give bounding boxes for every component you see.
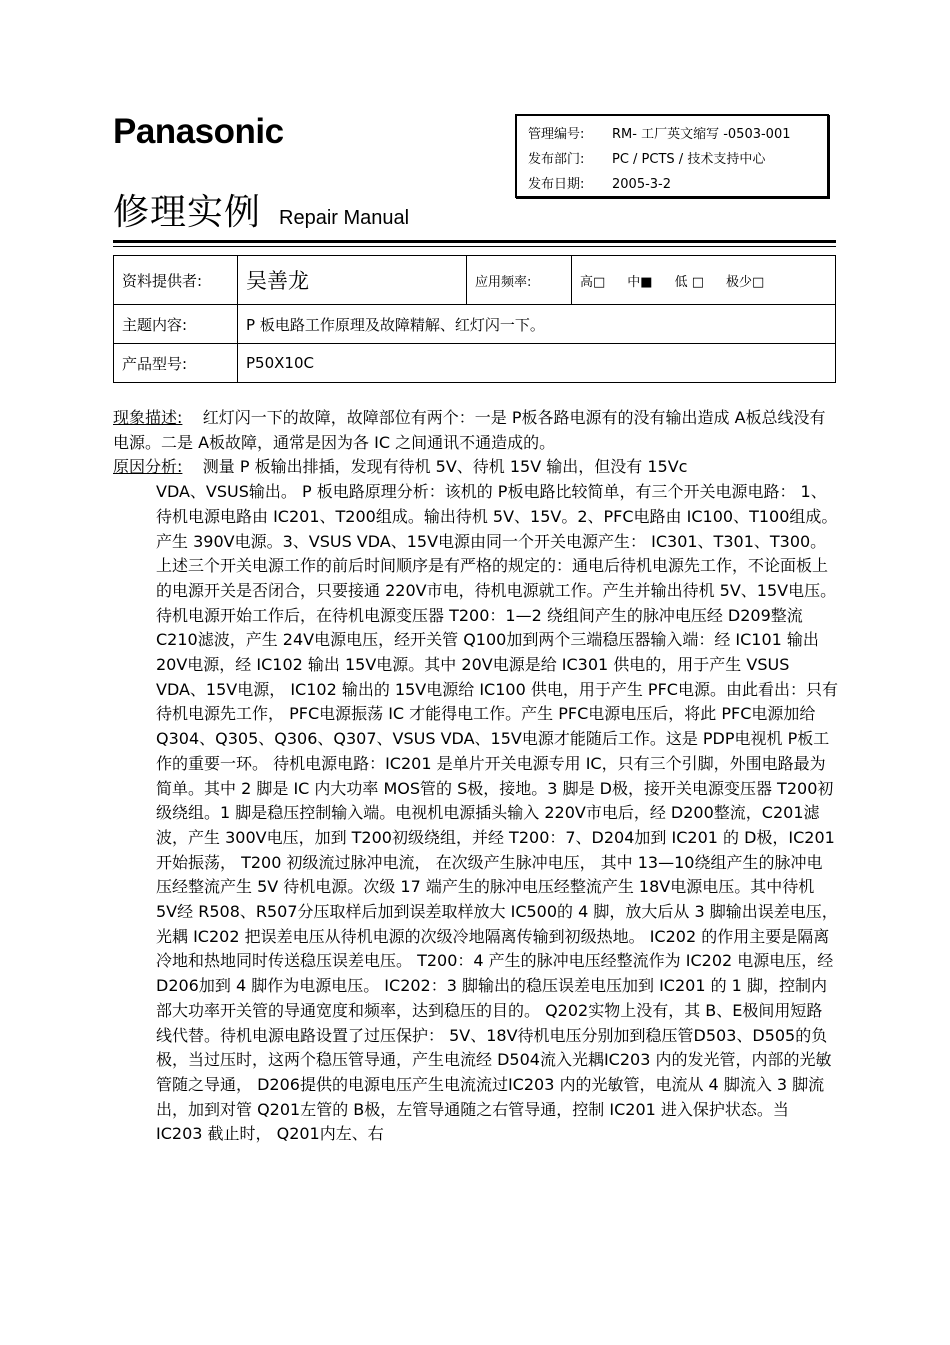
document-body	[113, 406, 838, 1147]
frequency-mid: 中■	[627, 274, 653, 290]
provider-value: 吴善龙	[238, 256, 467, 305]
model-value: P50X10C	[238, 344, 836, 383]
provider-label: 资料提供者:	[114, 256, 238, 305]
frequency-low: 低 □	[674, 274, 705, 290]
date-value: 2005-3-2	[612, 177, 672, 192]
page-title	[113, 184, 409, 235]
cause-text-first-line: 测量 P 板输出排插，发现有待机 5V、待机 15V 输出，但没有 15Vc	[202, 457, 688, 477]
frequency-label: 应用频率:	[467, 256, 572, 305]
symptom-paragraph	[113, 406, 838, 455]
metadata-row-model	[114, 344, 836, 383]
topic-label: 主题内容:	[114, 305, 238, 344]
topic-value: P 板电路工作原理及故障精解、红灯闪一下。	[238, 305, 836, 344]
info-row-date	[528, 172, 827, 197]
symptom-label: 现象描述:	[113, 408, 183, 427]
cause-label: 原因分析:	[113, 457, 183, 477]
date-label: 发布日期:	[528, 177, 585, 192]
header-divider-thick	[113, 240, 836, 243]
frequency-rare: 极少□	[726, 274, 765, 290]
cause-paragraph-lead	[113, 455, 838, 480]
manage-number-value: RM- 工厂英文缩写 -0503-001	[612, 127, 791, 142]
frequency-high: 高□	[580, 274, 606, 290]
info-row-manage-number	[528, 122, 827, 147]
document-info-box	[515, 114, 829, 198]
panasonic-logo: Panasonic	[113, 112, 284, 151]
info-row-department	[528, 147, 827, 172]
department-value: PC / PCTS / 技术支持中心	[612, 152, 766, 167]
symptom-text: 红灯闪一下的故障，故障部位有两个：一是 P板各路电源有的没有输出造成 A板总线没有电源。二是 A板故障，通常是因为各 IC 之间通讯不通造成的。	[113, 408, 826, 452]
model-label: 产品型号:	[114, 344, 238, 383]
title-chinese: 修理实例	[113, 192, 262, 233]
header-divider-thin	[113, 246, 836, 247]
cause-paragraph-body: VDA、VSUS输出。 P 板电路原理分析：该机的 P板电路比较简单，有三个开关电源电路： 1、待机电源电路由 IC201、T200组成。输出待机 5V、15V。2、PFC电路由 IC100、T100组成。产生 390V电源。3、VSUS VDA、15V电源由同一个开关电源产生： IC301、T301、T300。上述三个开关电源工作的前后时间顺序是有严格的规定的：通电后待机电源先工作，不论面板上的电源开关是否闭合，只要接通 220V市电，待机电源就工作。产生并输出待机 5V、15V电压。待机电源开始工作后，在待机电源变压器 T200：1—2 绕组间产生的脉冲电压经 D209整流 C210滤波，产生 24V电源电压，经开关管 Q100加到两个三端稳压器输入端：经 IC101 输出 20V电源，经 IC102 输出 15V电源。其中 20V电源是给 IC301 供电的，用于产生 VSUS VDA、15V电源， IC102 输出的 15V电源给 IC100 供电，用于产生 PFC电源。由此看出：只有待机电源先工作， PFC电源振荡 IC 才能得电工作。产生 PFC电源电压后，将此 PFC电源加给 Q304、Q305、Q306、Q307、VSUS VDA、15V电源才能随后工作。这是 PDP电视机 P板工作的重要一环。 待机电源电路：IC201 是单片开关电源专用 IC，只有三个引脚，外围电路最为简单。其中 2 脚是 IC 内大功率 MOS管的 S极，接地。3 脚是 D极，接开关电源变压器 T200初级绕组。1 脚是稳压控制输入端。电视机电源插头输入 220V市电后，经 D200整流，C201滤波，产生 300V电压，加到 T200初级绕组，并经 T200：7、D204加到 IC201 的 D极，IC201 开始振荡， T200 初级流过脉冲电流， 在次级产生脉冲电压， 其中 13—10绕组产生的脉冲电压经整流产生 5V 待机电源。次级 17 端产生的脉冲电压经整流产生 18V电源电压。其中待机 5V经 R508、R507分压取样后加到误差取样放大 IC500的 4 脚，放大后从 3 脚输出误差电压，光耦 IC202 把误差电压从待机电源的次级冷地隔离传输到初级热地。 IC202 的作用主要是隔离冷地和热地同时传送稳压误差电压。 T200：4 产生的脉冲电压经整流作为 IC202 电源电压，经 D206加到 4 脚作为电源电压。 IC202：3 脚输出的稳压误差电压加到 IC201 的 1 脚，控制内部大功率开关管的导通宽度和频率，达到稳压的目的。 Q202实物上没有，其 B、E极间用短路线代替。待机电源电路设置了过压保护： 5V、18V待机电压分别加到稳压管D503、D505的负极，当过压时，这两个稳压管导通，产生电流经 D504流入光耦IC203 内的发光管，内部的光敏管随之导通， D206提供的电源电压产生电流流过IC203 内的光敏管，电流从 4 脚流入 3 脚流出，加到对管 Q201左管的 B极，左管导通随之右管导通，控制 IC201 进入保护状态。当 IC203 截止时， Q201内左、右	[156, 482, 838, 1144]
manage-number-label: 管理编号:	[528, 127, 585, 142]
metadata-row-topic	[114, 305, 836, 344]
title-english: Repair Manual	[279, 207, 410, 229]
metadata-row-provider	[114, 256, 836, 305]
metadata-table	[113, 255, 836, 383]
frequency-options	[572, 256, 836, 305]
department-label: 发布部门:	[528, 152, 585, 167]
